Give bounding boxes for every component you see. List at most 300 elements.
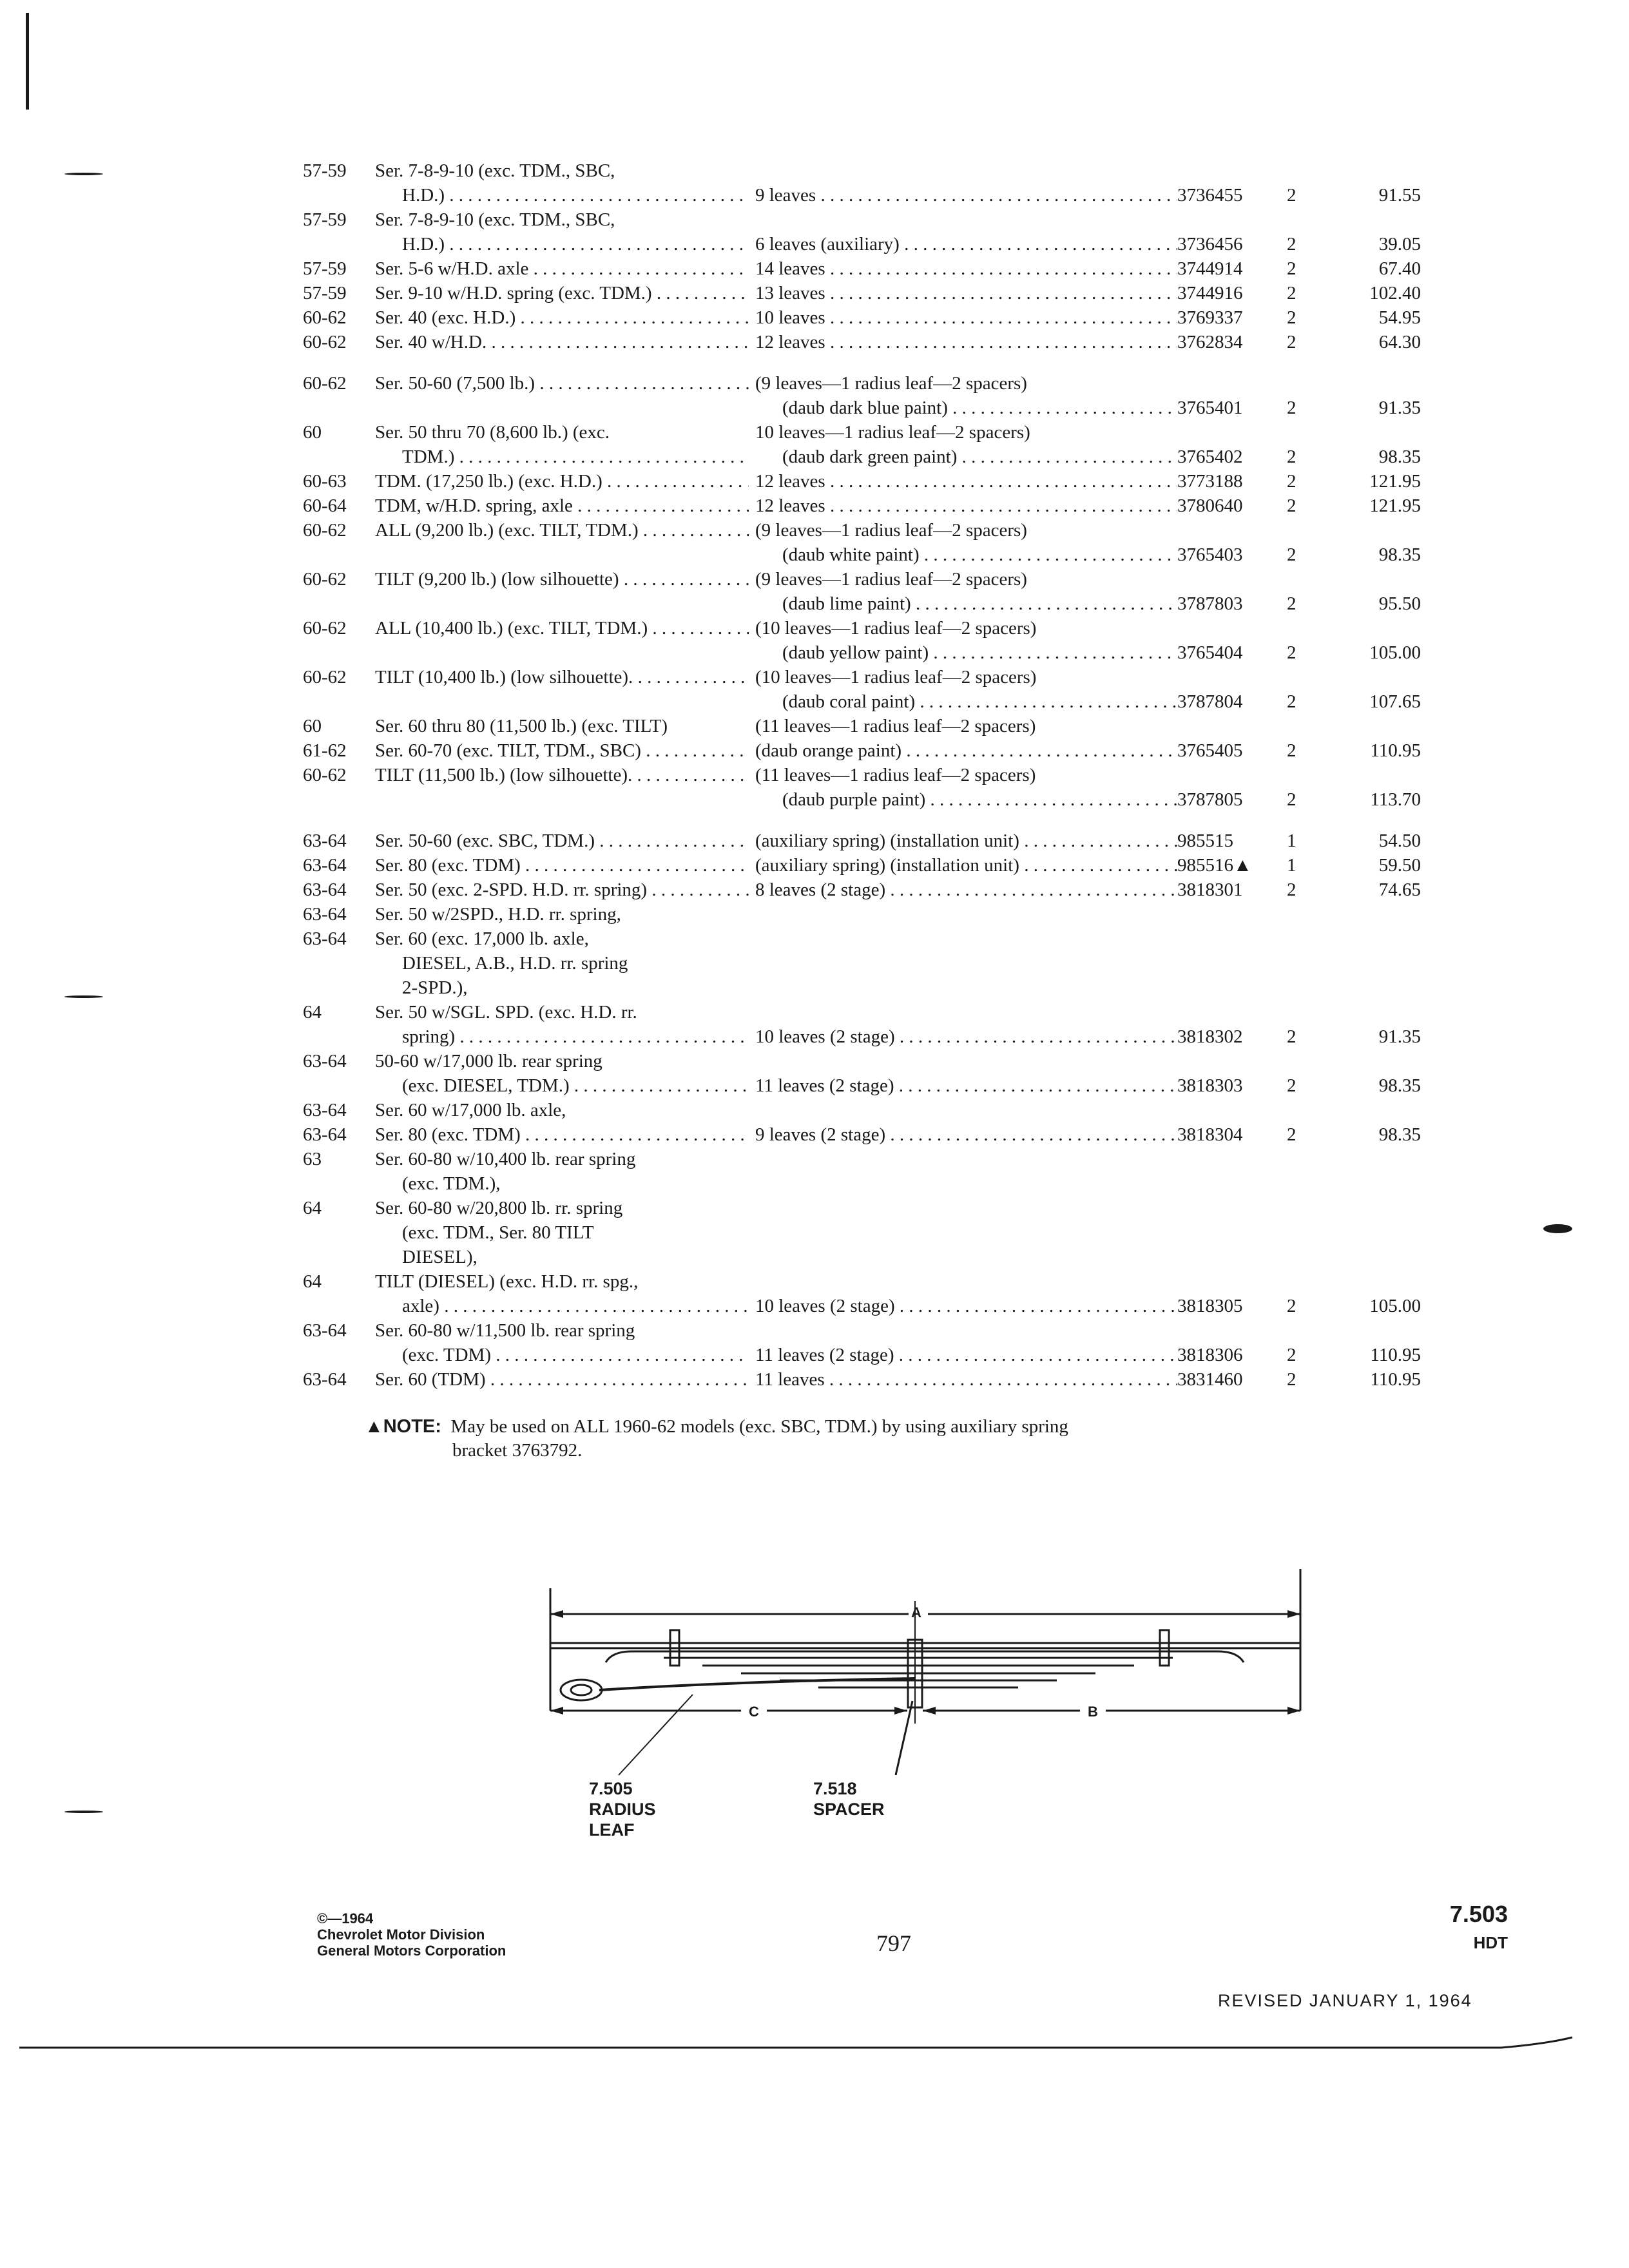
description-line: (daub coral paint) . . . bbox=[755, 689, 1177, 714]
price-cell bbox=[1331, 1000, 1421, 1049]
price: 67.40 bbox=[1378, 258, 1421, 279]
price: 54.95 bbox=[1378, 307, 1421, 328]
quantity-cell bbox=[1287, 1049, 1331, 1098]
quantity: 2 bbox=[1287, 398, 1296, 418]
quantity: 2 bbox=[1287, 1369, 1296, 1390]
part-number-cell bbox=[1177, 469, 1287, 494]
price-cell bbox=[1331, 281, 1421, 305]
quantity: 2 bbox=[1287, 789, 1296, 810]
price-cell bbox=[1331, 1196, 1421, 1269]
price: 102.40 bbox=[1369, 283, 1421, 303]
price-cell bbox=[1331, 829, 1421, 853]
description-line: (daub dark blue paint) . . . bbox=[755, 396, 1177, 420]
price-cell bbox=[1331, 763, 1421, 812]
part-number-cell bbox=[1177, 829, 1287, 853]
part-number-cell bbox=[1177, 207, 1287, 256]
part-number: 3765405 bbox=[1177, 740, 1243, 761]
price: 110.95 bbox=[1370, 1345, 1421, 1365]
price-cell bbox=[1331, 1098, 1421, 1122]
description-line: (11 leaves—1 radius leaf—2 spacers) bbox=[755, 765, 1036, 785]
radius-leaf-text: LEAF bbox=[589, 1820, 635, 1840]
model-cell bbox=[375, 665, 749, 689]
description-cell bbox=[755, 1098, 1177, 1122]
part-number-cell bbox=[1177, 878, 1287, 902]
model-line: DIESEL), bbox=[402, 1247, 477, 1267]
part-number: 3818304 bbox=[1177, 1124, 1243, 1145]
arrowhead bbox=[550, 1707, 563, 1715]
model-line: spring) . . . bbox=[375, 1024, 749, 1049]
table-row bbox=[303, 469, 1463, 494]
model-cell bbox=[375, 902, 749, 927]
part-number: 3762834 bbox=[1177, 332, 1243, 352]
model-line: Ser. 50 thru 70 (8,600 lb.) (exc. bbox=[375, 422, 610, 443]
table-row bbox=[303, 1147, 1463, 1196]
quantity-cell bbox=[1287, 518, 1331, 567]
radius-leaf-eye bbox=[561, 1680, 602, 1700]
model-line: Ser. 60-80 w/11,500 lb. rear spring bbox=[375, 1320, 635, 1341]
quantity-cell bbox=[1287, 256, 1331, 281]
year-cell: 63-64 bbox=[303, 928, 347, 949]
price-cell bbox=[1331, 1269, 1421, 1318]
price-cell bbox=[1331, 256, 1421, 281]
model-line: Ser. 50 w/SGL. SPD. (exc. H.D. rr. bbox=[375, 1002, 637, 1023]
description-line: 10 leaves (2 stage) . . . bbox=[755, 1294, 1177, 1318]
part-number: 985515 bbox=[1177, 831, 1233, 851]
part-number-cell bbox=[1177, 494, 1287, 518]
arrowhead bbox=[923, 1707, 936, 1715]
description-cell bbox=[755, 1000, 1177, 1049]
part-number-cell bbox=[1177, 927, 1287, 1000]
part-number: 3780640 bbox=[1177, 495, 1243, 516]
part-number: 3787805 bbox=[1177, 789, 1243, 810]
year-cell: 60-64 bbox=[303, 495, 347, 516]
description-line: (daub orange paint) . . . bbox=[755, 738, 1177, 763]
description-line: 11 leaves (2 stage) . . . bbox=[755, 1343, 1177, 1367]
table-row bbox=[303, 1000, 1463, 1049]
table-row bbox=[303, 714, 1463, 738]
part-number: 3787804 bbox=[1177, 691, 1243, 712]
quantity-cell bbox=[1287, 763, 1331, 812]
model-cell bbox=[375, 518, 749, 543]
table-row bbox=[303, 159, 1463, 207]
table-row bbox=[303, 420, 1463, 469]
model-line: Ser. 50 (exc. 2-SPD. H.D. rr. spring) . . . bbox=[375, 878, 749, 902]
table-row bbox=[303, 494, 1463, 518]
table-row bbox=[303, 371, 1463, 420]
price: 98.35 bbox=[1378, 544, 1421, 565]
radius-leaf-text: RADIUS bbox=[589, 1800, 656, 1819]
year-cell: 63-64 bbox=[303, 1051, 347, 1072]
model-cell bbox=[375, 1367, 749, 1392]
part-number: 3818303 bbox=[1177, 1075, 1243, 1096]
leaf-spring-diagram bbox=[535, 1550, 1308, 1840]
description-cell bbox=[755, 256, 1177, 281]
description-line: (10 leaves—1 radius leaf—2 spacers) bbox=[755, 667, 1037, 687]
price-cell bbox=[1331, 665, 1421, 714]
part-number: 3818301 bbox=[1177, 879, 1243, 900]
price-cell bbox=[1331, 159, 1421, 207]
quantity-cell bbox=[1287, 829, 1331, 853]
quantity-cell bbox=[1287, 1122, 1331, 1147]
year-cell: 60-62 bbox=[303, 307, 347, 328]
description-cell bbox=[755, 518, 1177, 567]
price-cell bbox=[1331, 1049, 1421, 1098]
price-cell bbox=[1331, 469, 1421, 494]
description-cell bbox=[755, 902, 1177, 927]
radius-leaf-label bbox=[589, 1778, 656, 1840]
model-cell bbox=[375, 738, 749, 763]
row-gap bbox=[303, 812, 1463, 829]
note bbox=[365, 1415, 1306, 1463]
description-cell bbox=[755, 665, 1177, 714]
quantity-cell bbox=[1287, 853, 1331, 878]
price: 121.95 bbox=[1369, 471, 1421, 492]
part-number-cell bbox=[1177, 616, 1287, 665]
part-number-cell bbox=[1177, 1000, 1287, 1049]
model-line: (exc. TDM., Ser. 80 TILT bbox=[402, 1222, 594, 1243]
part-number: 3818306 bbox=[1177, 1345, 1243, 1365]
description-line: (10 leaves—1 radius leaf—2 spacers) bbox=[755, 618, 1037, 639]
description-line: 10 leaves . . . bbox=[755, 305, 1177, 330]
quantity: 2 bbox=[1287, 471, 1296, 492]
quantity: 2 bbox=[1287, 307, 1296, 328]
description-line: (daub yellow paint) . . . bbox=[755, 640, 1177, 665]
price-cell bbox=[1331, 616, 1421, 665]
quantity-cell bbox=[1287, 305, 1331, 330]
model-cell bbox=[375, 1196, 749, 1269]
price-cell bbox=[1331, 1318, 1421, 1367]
spacer-text: SPACER bbox=[813, 1800, 885, 1819]
price: 98.35 bbox=[1378, 447, 1421, 467]
part-number: 985516▲ bbox=[1177, 855, 1252, 876]
price: 91.35 bbox=[1378, 398, 1421, 418]
table-row bbox=[303, 1122, 1463, 1147]
year-cell: 64 bbox=[303, 1271, 322, 1292]
model-cell bbox=[375, 1269, 749, 1318]
quantity-cell bbox=[1287, 281, 1331, 305]
model-cell bbox=[375, 853, 749, 878]
quantity-cell bbox=[1287, 1269, 1331, 1318]
year-cell: 63-64 bbox=[303, 831, 347, 851]
part-number: 3765401 bbox=[1177, 398, 1243, 418]
quantity: 2 bbox=[1287, 593, 1296, 614]
part-number-cell bbox=[1177, 518, 1287, 567]
table-row bbox=[303, 281, 1463, 305]
table-row bbox=[303, 927, 1463, 1000]
price: 95.50 bbox=[1378, 593, 1421, 614]
part-number-cell bbox=[1177, 853, 1287, 878]
model-cell bbox=[375, 207, 749, 256]
year-cell: 60-62 bbox=[303, 569, 347, 590]
model-cell bbox=[375, 1318, 749, 1367]
price: 107.65 bbox=[1369, 691, 1421, 712]
part-number-cell bbox=[1177, 1049, 1287, 1098]
year-cell: 63 bbox=[303, 1149, 322, 1169]
description-line: 8 leaves (2 stage) . . . bbox=[755, 878, 1177, 902]
description-cell bbox=[755, 878, 1177, 902]
description-cell bbox=[755, 330, 1177, 354]
description-line: (9 leaves—1 radius leaf—2 spacers) bbox=[755, 569, 1027, 590]
model-line: Ser. 60-80 w/10,400 lb. rear spring bbox=[375, 1149, 636, 1169]
part-number-cell bbox=[1177, 305, 1287, 330]
part-number-cell bbox=[1177, 1318, 1287, 1367]
table-row bbox=[303, 878, 1463, 902]
quantity: 2 bbox=[1287, 740, 1296, 761]
model-line: Ser. 9-10 w/H.D. spring (exc. TDM.) . . . bbox=[375, 281, 749, 305]
description-cell bbox=[755, 616, 1177, 665]
model-line: Ser. 7-8-9-10 (exc. TDM., SBC, bbox=[375, 209, 615, 230]
part-number-cell bbox=[1177, 420, 1287, 469]
price-cell bbox=[1331, 494, 1421, 518]
price: 64.30 bbox=[1378, 332, 1421, 352]
part-number: 3818305 bbox=[1177, 1296, 1243, 1316]
part-number-cell bbox=[1177, 330, 1287, 354]
model-line: (exc. TDM.), bbox=[402, 1173, 501, 1194]
price-cell bbox=[1331, 878, 1421, 902]
description-cell bbox=[755, 714, 1177, 738]
table-row bbox=[303, 567, 1463, 616]
description-line: (11 leaves—1 radius leaf—2 spacers) bbox=[755, 716, 1036, 736]
quantity: 2 bbox=[1287, 879, 1296, 900]
part-number: 3818302 bbox=[1177, 1026, 1243, 1047]
quantity: 2 bbox=[1287, 1124, 1296, 1145]
year-cell: 60-62 bbox=[303, 520, 347, 541]
model-line: ALL (9,200 lb.) (exc. TILT, TDM.) . . . bbox=[375, 518, 749, 543]
quantity: 2 bbox=[1287, 1075, 1296, 1096]
price: 98.35 bbox=[1378, 1124, 1421, 1145]
quantity-cell bbox=[1287, 330, 1331, 354]
part-number: 3769337 bbox=[1177, 307, 1243, 328]
model-line: TILT (11,500 lb.) (low silhouette). . . . bbox=[375, 763, 749, 787]
description-line: (9 leaves—1 radius leaf—2 spacers) bbox=[755, 373, 1027, 394]
model-line: Ser. 60 (TDM) . . . bbox=[375, 1367, 749, 1392]
quantity: 2 bbox=[1287, 185, 1296, 206]
quantity: 2 bbox=[1287, 544, 1296, 565]
table-row bbox=[303, 1318, 1463, 1367]
description-cell bbox=[755, 159, 1177, 207]
model-line: H.D.) . . . bbox=[375, 183, 749, 207]
description-line: 11 leaves (2 stage) . . . bbox=[755, 1073, 1177, 1098]
part-number-cell bbox=[1177, 159, 1287, 207]
part-number: 3765403 bbox=[1177, 544, 1243, 565]
quantity-cell bbox=[1287, 1196, 1331, 1269]
model-cell bbox=[375, 567, 749, 591]
model-line: Ser. 5-6 w/H.D. axle . . . bbox=[375, 256, 749, 281]
model-line: TILT (10,400 lb.) (low silhouette). . . . bbox=[375, 665, 749, 689]
description-line: 9 leaves (2 stage) . . . bbox=[755, 1122, 1177, 1147]
quantity-cell bbox=[1287, 159, 1331, 207]
description-cell bbox=[755, 420, 1177, 469]
description-cell bbox=[755, 738, 1177, 763]
radius-leaf-eye-inner bbox=[571, 1685, 592, 1695]
model-cell bbox=[375, 829, 749, 853]
model-line: DIESEL, A.B., H.D. rr. spring bbox=[402, 953, 628, 974]
description-cell bbox=[755, 1147, 1177, 1196]
note-label: ▲NOTE: bbox=[365, 1416, 441, 1437]
model-cell bbox=[375, 469, 749, 494]
model-line: TILT (9,200 lb.) (low silhouette) . . . bbox=[375, 567, 749, 591]
table-row bbox=[303, 665, 1463, 714]
quantity-cell bbox=[1287, 714, 1331, 738]
price-cell bbox=[1331, 714, 1421, 738]
quantity-cell bbox=[1287, 927, 1331, 1000]
price: 91.35 bbox=[1378, 1026, 1421, 1047]
year-cell: 60-62 bbox=[303, 618, 347, 639]
quantity-cell bbox=[1287, 207, 1331, 256]
arrowhead bbox=[894, 1707, 907, 1715]
model-line: TILT (DIESEL) (exc. H.D. rr. spg., bbox=[375, 1271, 639, 1292]
table-row bbox=[303, 518, 1463, 567]
quantity: 2 bbox=[1287, 642, 1296, 663]
table-row bbox=[303, 256, 1463, 281]
model-cell bbox=[375, 763, 749, 787]
description-cell bbox=[755, 305, 1177, 330]
year-cell: 64 bbox=[303, 1198, 322, 1218]
quantity: 2 bbox=[1287, 332, 1296, 352]
model-cell bbox=[375, 1098, 749, 1122]
quantity: 1 bbox=[1287, 831, 1296, 851]
description-line: (auxiliary spring) (installation unit) . . . bbox=[755, 829, 1177, 853]
year-cell: 57-59 bbox=[303, 258, 347, 279]
table-row bbox=[303, 1367, 1463, 1392]
quantity: 2 bbox=[1287, 495, 1296, 516]
dimension-label-a: A bbox=[911, 1604, 921, 1620]
price: 105.00 bbox=[1369, 642, 1421, 663]
year-cell: 60-62 bbox=[303, 765, 347, 785]
description-cell bbox=[755, 1196, 1177, 1269]
description-line: 12 leaves . . . bbox=[755, 469, 1177, 494]
table-row bbox=[303, 1196, 1463, 1269]
table-row bbox=[303, 305, 1463, 330]
table-row bbox=[303, 763, 1463, 812]
part-number-cell bbox=[1177, 1147, 1287, 1196]
model-line: Ser. 60 w/17,000 lb. axle, bbox=[375, 1100, 566, 1120]
model-line: 2-SPD.), bbox=[402, 977, 468, 998]
year-cell: 63-64 bbox=[303, 1369, 347, 1390]
year-cell: 60-62 bbox=[303, 373, 347, 394]
description-line: (daub white paint) . . . bbox=[755, 543, 1177, 567]
table-row bbox=[303, 853, 1463, 878]
quantity-cell bbox=[1287, 1367, 1331, 1392]
model-line: Ser. 80 (exc. TDM) . . . bbox=[375, 853, 749, 878]
quantity-cell bbox=[1287, 371, 1331, 420]
part-number-cell bbox=[1177, 1122, 1287, 1147]
price-cell bbox=[1331, 927, 1421, 1000]
price: 54.50 bbox=[1378, 831, 1421, 851]
price: 110.95 bbox=[1370, 1369, 1421, 1390]
quantity-cell bbox=[1287, 738, 1331, 763]
price-cell bbox=[1331, 518, 1421, 567]
part-number-cell bbox=[1177, 567, 1287, 616]
quantity-cell bbox=[1287, 1098, 1331, 1122]
quantity-cell bbox=[1287, 567, 1331, 616]
dimension-label-b: B bbox=[1088, 1704, 1098, 1720]
part-number: 3736455 bbox=[1177, 185, 1243, 206]
model-line: ALL (10,400 lb.) (exc. TILT, TDM.) . . . bbox=[375, 616, 749, 640]
copyright-block bbox=[317, 1910, 506, 1959]
model-line: axle) . . . bbox=[375, 1294, 749, 1318]
price-cell bbox=[1331, 738, 1421, 763]
model-line: TDM, w/H.D. spring, axle . . . bbox=[375, 494, 749, 518]
price-cell bbox=[1331, 305, 1421, 330]
part-number: 3765402 bbox=[1177, 447, 1243, 467]
year-cell: 63-64 bbox=[303, 904, 347, 925]
table-row bbox=[303, 616, 1463, 665]
year-cell: 63-64 bbox=[303, 1100, 347, 1120]
model-line: Ser. 50-60 (exc. SBC, TDM.) . . . bbox=[375, 829, 749, 853]
description-cell bbox=[755, 829, 1177, 853]
arrowhead bbox=[1287, 1707, 1300, 1715]
note-text: May be used on ALL 1960-62 models (exc. SBC, TDM.) by using auxiliary spring bbox=[450, 1416, 1068, 1437]
quantity: 2 bbox=[1287, 1345, 1296, 1365]
model-line: Ser. 60-80 w/20,800 lb. rr. spring bbox=[375, 1198, 623, 1218]
quantity-cell bbox=[1287, 665, 1331, 714]
table-row bbox=[303, 738, 1463, 763]
year-cell: 63-64 bbox=[303, 855, 347, 876]
description-line: (9 leaves—1 radius leaf—2 spacers) bbox=[755, 520, 1027, 541]
arrowhead bbox=[550, 1610, 563, 1618]
model-line: Ser. 40 (exc. H.D.) . . . bbox=[375, 305, 749, 330]
price-cell bbox=[1331, 371, 1421, 420]
description-line: (daub dark green paint) . . . bbox=[755, 445, 1177, 469]
quantity-cell bbox=[1287, 616, 1331, 665]
parts-table bbox=[303, 159, 1463, 1392]
copyright-line: ©—1964 bbox=[317, 1910, 374, 1927]
price-cell bbox=[1331, 1367, 1421, 1392]
section-code: HDT bbox=[1473, 1933, 1508, 1952]
table-row bbox=[303, 902, 1463, 927]
model-line: Ser. 60-70 (exc. TILT, TDM., SBC) . . . bbox=[375, 738, 749, 763]
price-cell bbox=[1331, 1147, 1421, 1196]
radius-leaf-number: 7.505 bbox=[589, 1779, 633, 1798]
part-number: 3787803 bbox=[1177, 593, 1243, 614]
arrowhead bbox=[1287, 1610, 1300, 1618]
model-line: TDM. (17,250 lb.) (exc. H.D.) . . . bbox=[375, 469, 749, 494]
quantity-cell bbox=[1287, 878, 1331, 902]
table-row bbox=[303, 829, 1463, 853]
year-cell: 60-63 bbox=[303, 471, 347, 492]
price: 110.95 bbox=[1370, 740, 1421, 761]
revised-date: REVISED JANUARY 1, 1964 bbox=[1218, 1991, 1472, 2010]
year-cell: 57-59 bbox=[303, 283, 347, 303]
model-line: Ser. 40 w/H.D. . . . bbox=[375, 330, 749, 354]
dimension-label-c: C bbox=[749, 1704, 759, 1720]
model-cell bbox=[375, 1049, 749, 1098]
part-number-cell bbox=[1177, 281, 1287, 305]
description-line: 10 leaves—1 radius leaf—2 spacers) bbox=[755, 422, 1030, 443]
model-cell bbox=[375, 1000, 749, 1049]
model-line: Ser. 50 w/2SPD., H.D. rr. spring, bbox=[375, 904, 621, 925]
description-cell bbox=[755, 494, 1177, 518]
description-cell bbox=[755, 1269, 1177, 1318]
part-number: 3744914 bbox=[1177, 258, 1243, 279]
quantity-cell bbox=[1287, 902, 1331, 927]
quantity: 2 bbox=[1287, 447, 1296, 467]
section-number: 7.503 bbox=[1449, 1901, 1508, 1927]
price: 98.35 bbox=[1378, 1075, 1421, 1096]
year-cell: 61-62 bbox=[303, 740, 347, 761]
model-line: (exc. TDM) . . . bbox=[375, 1343, 749, 1367]
description-line: (daub purple paint) . . . bbox=[755, 787, 1177, 812]
model-cell bbox=[375, 159, 749, 207]
price-cell bbox=[1331, 1122, 1421, 1147]
scan-margin-mark bbox=[64, 1811, 103, 1813]
spacer-number: 7.518 bbox=[813, 1779, 857, 1798]
year-cell: 60 bbox=[303, 716, 322, 736]
model-cell bbox=[375, 878, 749, 902]
model-cell bbox=[375, 927, 749, 1000]
price-cell bbox=[1331, 902, 1421, 927]
